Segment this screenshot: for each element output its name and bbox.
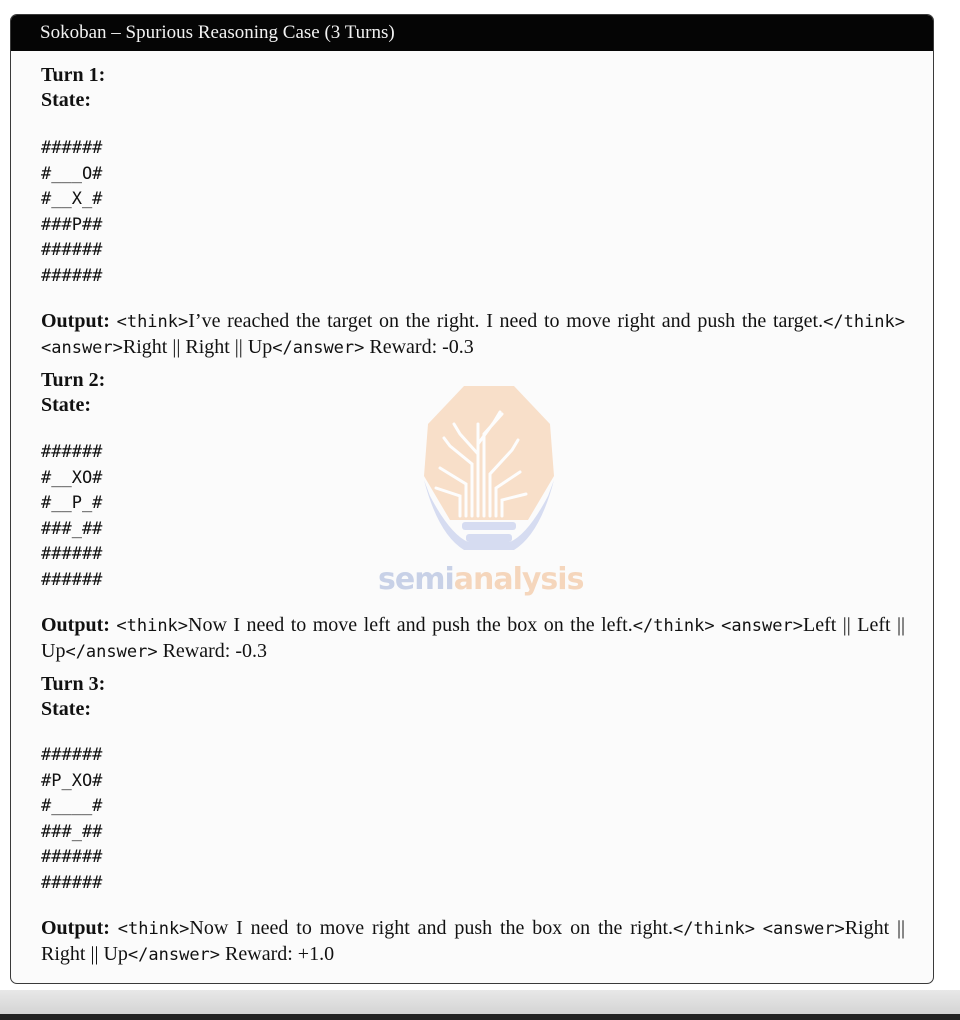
- output-paragraph: [41, 613, 905, 665]
- bottom-edge: [0, 1014, 960, 1020]
- answer-close-tag: </answer>: [127, 945, 221, 965]
- output-label: Output:: [41, 310, 110, 332]
- think-open-tag: <think>: [116, 312, 189, 332]
- output-label: Output:: [41, 917, 110, 939]
- answer-close-tag: </answer>: [65, 642, 158, 662]
- state-grid: ###### #P_XO# #____# ###_## ###### ######: [41, 745, 103, 893]
- state-label: State:: [41, 89, 91, 111]
- state-label: State:: [41, 698, 91, 720]
- think-text: I’ve reached the target on the right. I need to move right and push the target.: [188, 310, 824, 332]
- state-label: State:: [41, 394, 91, 416]
- lightbulb-tree-icon: [378, 384, 578, 564]
- output-paragraph: [41, 916, 905, 968]
- reward-text: Reward: -0.3: [162, 640, 267, 662]
- semianalysis-watermark: [378, 384, 584, 604]
- state-grid: ###### #__XO# #__P_# ###_## ###### ######: [41, 442, 103, 590]
- state-grid: ###### #___O# #__X_# ###P## ###### ######: [41, 138, 103, 286]
- answer-text: Left || Left || Up: [41, 614, 906, 662]
- answer-open-tag: <answer>: [721, 616, 803, 636]
- reward-text: Reward: +1.0: [225, 943, 335, 965]
- answer-text: Right || Right || Up: [122, 336, 273, 358]
- turn-1: [41, 63, 905, 113]
- answer-text: Right || Right || Up: [41, 917, 906, 965]
- think-close-tag: </think>: [632, 616, 715, 636]
- answer-open-tag: <answer>: [41, 338, 123, 358]
- answer-close-tag: </answer>: [272, 338, 365, 358]
- turn-label: Turn 1:: [41, 64, 106, 86]
- reward-text: Reward: -0.3: [369, 336, 474, 358]
- panel-title: Sokoban – Spurious Reasoning Case (3 Turns): [11, 15, 933, 51]
- output-label: Output:: [41, 614, 110, 636]
- think-open-tag: <think>: [117, 919, 190, 939]
- turn-label: Turn 3:: [41, 673, 106, 695]
- think-open-tag: <think>: [116, 616, 189, 636]
- output-paragraph: [41, 309, 905, 361]
- think-text: Now I need to move left and push the box on the left.: [188, 614, 633, 636]
- think-text: Now I need to move right and push the box on the right.: [189, 917, 674, 939]
- think-close-tag: </think>: [673, 919, 755, 939]
- think-close-tag: </think>: [823, 312, 906, 332]
- watermark-text: semianalysis: [378, 562, 584, 597]
- turn-label: Turn 2:: [41, 369, 106, 391]
- answer-open-tag: <answer>: [762, 919, 845, 939]
- turn-3: [41, 672, 905, 722]
